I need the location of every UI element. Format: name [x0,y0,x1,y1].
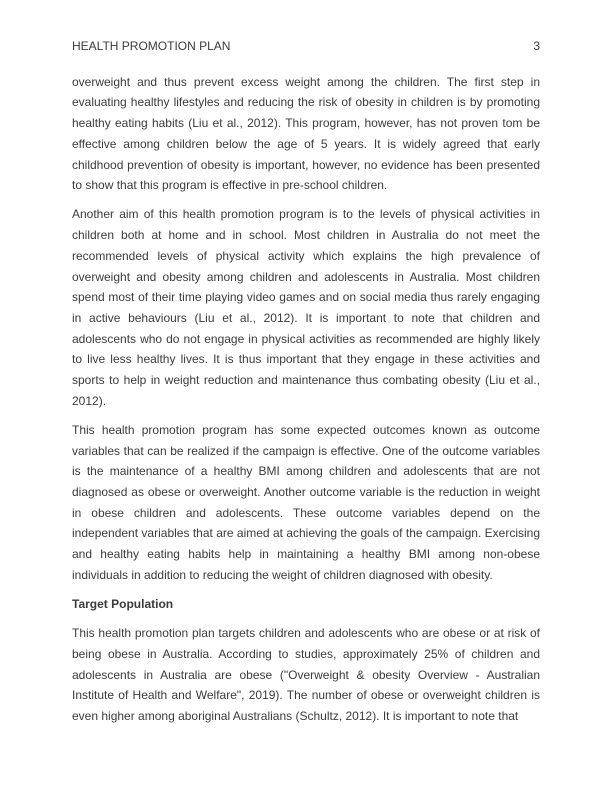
section-heading-target-population: Target Population [72,597,174,612]
running-head-title: HEALTH PROMOTION PLAN [72,39,231,53]
document-body [72,72,540,727]
paragraph-1: overweight and thus prevent excess weight among the children. The first step in evaluating healthy lifestyles and reducing the risk of obesity in children is by promoting healthy eating habits (Liu et al., 2012). This program, however, has not proven tom be effective among children below the age of 5 years. It is widely agreed that early childhood prevention of obesity is important, however, no evidence has been presented to show that this program is effective in pre-school children. [72,74,540,193]
paragraph-4: This health promotion plan targets children and adolescents who are obese or at risk of being obese in Australia. According to studies, approximately 25% of children and adolescents in Australia are obese ("Overweight & obesity Overview - Australian Institute of Health and Welfare", 2019). The number of obese or overweight children is even higher among aboriginal Australians (Schultz, 2012). It is important to note that [72,626,540,724]
page-number: 3 [533,39,540,53]
paragraph-2: Another aim of this health promotion program is to the levels of physical activities in children both at home and in school. Most children in Australia do not meet the recommended levels of physical activity which explains the high prevalence of overweight and obesity among children and adolescents in Australia. Most children spend most of their time playing video games and on social media thus rarely engaging in active behaviours (Liu et al., 2012). It is important to note that children and adolescents who do not engage in physical activities as recommended are highly likely to live less healthy lives. It is thus important that they engage in these activities and sports to help in weight reduction and maintenance thus combating obesity (Liu et al., 2012). [72,207,540,408]
paragraph-3: This health promotion program has some expected outcomes known as outcome variables that can be realized if the campaign is effective. One of the outcome variables is the maintenance of a healthy BMI among children and adolescents that are not diagnosed as obese or overweight. Another outcome variable is the reduction in weight in obese children and adolescents. These outcome variables depend on the independent variables that are aimed at achieving the goals of the campaign. Exercising and healthy eating habits help in maintaining a healthy BMI among non-obese individuals in addition to reducing the weight of children diagnosed with obesity. [72,422,540,582]
running-header [72,36,540,57]
